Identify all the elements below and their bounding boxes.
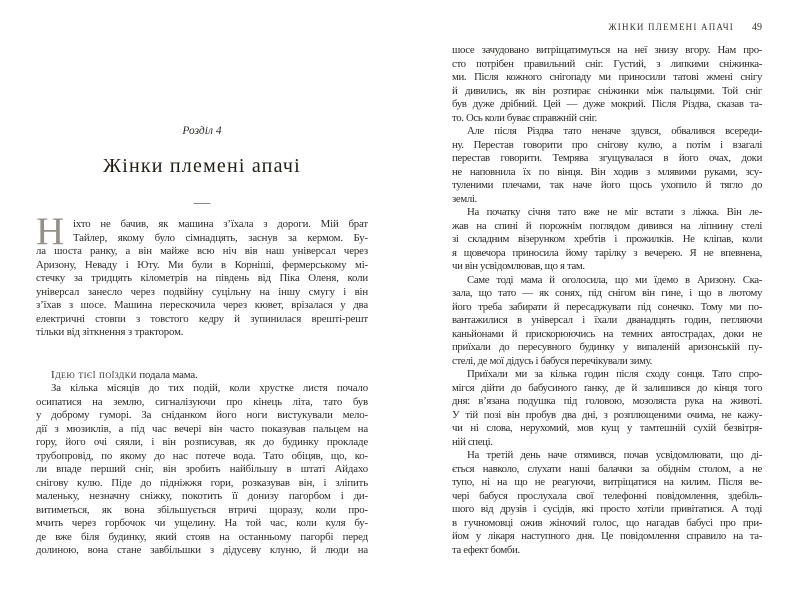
paragraph <box>36 210 368 340</box>
text-line: стечку за тридцять кілометрів на південь від Піка Оленя, коли <box>36 272 368 284</box>
text-line: ли впаде перший сніг, він зробить найбільшу в штаті Айдахо <box>36 463 368 475</box>
chapter-divider <box>194 203 211 204</box>
text-line: Саме тоді мама й оголосила, що ми їдемо в Аризону. Ска- <box>467 273 762 286</box>
chapter-title: Жінки племені апачі <box>103 155 301 177</box>
text-line: На початку січня тато вже не міг встати з ліжка. Він ле- <box>467 206 762 218</box>
running-head-title: ЖІНКИ ПЛЕМЕНІ АПАЧІ <box>608 22 734 32</box>
text-line: ла шоста ранку, а він майже всю ніч вів наш універсал через <box>36 245 368 257</box>
text-line: й дивились, як він розтирає сніжинки між пальцями. Той сніг <box>452 84 762 97</box>
text-line: приїхали до пересувного будинку у випаленій аризонській пу- <box>452 341 762 353</box>
text-line: ну. Перестав говорити про снігову кулю, а потім і взагалі <box>452 138 762 151</box>
text-line: зала, що тато — як сонях, під снігом він гине, і що в лютому <box>452 287 762 299</box>
text-line: гору, його очі сяяли, і він розписував, як до будинку прокладе <box>36 436 368 448</box>
text-line: універсал занесло через подвійну суцільну на іншу смугу і він <box>36 285 368 298</box>
text-line: ється навколо, слухати наші балачки за обіднім столом, а не <box>452 462 762 475</box>
text-line: долиною, вона стане завбільшки з дідусеву клуню, й люди на <box>36 544 368 556</box>
text-line: Тайлер, якому було сімнадцять, заснув за кермом. Бу- <box>73 231 368 244</box>
text-line: з’їхав з шосе. Машина перескочила через кювет, врізалася у два <box>36 299 368 311</box>
text-line: Аризону, Неваду і Юту. Ми були в Корніші, фермерському мі- <box>36 258 368 271</box>
text-line: перестав говорити. Темрява згущувалася в його очах, доки <box>452 152 762 164</box>
paragraph <box>452 206 762 274</box>
text-line: чи ні слова, нерухомий, мов кущ у тамтешній сухій безвітря- <box>452 422 762 434</box>
text-line: де вже біля будинку, який стояв на останньому пагорбі перед <box>36 530 368 543</box>
chapter-label: Розділ 4 <box>182 125 222 137</box>
text-line: іхто не бачив, як машина з’їхала з дороги. Мій брат <box>73 218 368 230</box>
text-line: дії з мюзиклів, а під час вечері він часто показував пальцем на <box>36 422 368 435</box>
text-line: у доброму гуморі. За сніданком його ноги вистукували мело- <box>36 409 368 421</box>
text-line: Ідею тієї поїздки подала мама. <box>51 368 198 381</box>
paragraph <box>452 449 762 557</box>
text-line: був дуже дрібний. Цей — дуже мокрий. Після Різдва, сказав та- <box>452 98 762 110</box>
text-line: За кілька місяців до тих подій, коли хрустке листя почало <box>51 382 368 394</box>
text-line: та ефект бомби. <box>452 543 520 556</box>
text-line: я щовечора приносила йому тарілку з вечерею. Я не впевнена, <box>452 246 762 259</box>
left-page-body <box>36 210 368 558</box>
text-line: осипатися на землю, сигналізуючи про кінець літа, тато був <box>36 395 368 408</box>
text-line: зі складним візерунком хребтів і прожилків. Не кліпав, коли <box>452 233 762 245</box>
paragraph <box>452 274 762 369</box>
text-line: шого від друзів і сусідів, які просто хотіли привітатися. А тоді <box>452 503 762 515</box>
text-line: ній спеці. <box>452 435 493 448</box>
text-line: На третій день наче отямився, почав усвідомлювати, що ді- <box>467 449 762 461</box>
text-line: трубопровід, по якому до нас потече вода. Тато обіцяв, що, ко- <box>36 449 368 462</box>
text-line: землі. <box>452 192 477 205</box>
text-line: сто потрібен правильний сніг. Густий, з липкими сніжинка- <box>452 57 762 70</box>
text-line: каньйонами й прискорюючись на темних автострадах, доки не <box>452 327 762 340</box>
text-line: стелі, де мої дідусь і бабуся перечікували зиму. <box>452 354 652 367</box>
text-line: дня: в’язана подушка під головою, мозоляста рука на животі. <box>452 395 762 407</box>
text-line: йом у лікаря наступного дня. Це повідомлення справило на та- <box>452 530 762 542</box>
text-line: Але після Різдва тато неначе здувся, обвалився всереди- <box>467 125 762 137</box>
text-line: снігову кулю. Піде до підніжжя гори, розказував він, і зліпить <box>36 476 368 489</box>
text-line: в гучномовці ожив жіночий голос, що нагадав бабусі про при- <box>452 516 762 529</box>
text-line: мігся дійти до бабусиного ґанку, де й залишився до кінця того <box>452 381 762 394</box>
text-line: то. Ось коли буває справжній сніг. <box>452 111 597 124</box>
smallcaps-lead: Ідею тієї поїздки <box>51 368 137 381</box>
text-line: туленими плечами, так наче його щось ухопило й тягло до <box>452 179 762 191</box>
paragraph <box>36 382 368 558</box>
text-line: У тій позі він пробув два дні, з розплющеними очима, не кажу- <box>452 408 762 421</box>
page-number: 49 <box>752 22 762 33</box>
text-line: витиметься, як вона збільшується втричі щоразу, коли про- <box>36 503 368 516</box>
text-line: його треба забирати й пересаджувати під сонечко. Тому ми по- <box>452 300 762 313</box>
text-line: тільки від зіткнення з трактором. <box>36 326 184 338</box>
text-line: жав на спині й порожнім поглядом дивився на ліпнину стелі <box>452 219 762 232</box>
text-line: Приїхали ми за кілька годин після сходу сонця. Тато спро- <box>467 368 762 380</box>
text-line: не наповнила їх по вінця. Він ходив з млявими руками, зсу- <box>452 165 762 178</box>
paragraph <box>452 44 762 125</box>
text-line: мчить через горбочок чи ущелину. На той час, коли куля бу- <box>36 517 368 529</box>
text-line: ми. Після кожного снігопаду ми приносили татові жмені снігу <box>452 71 762 83</box>
text-line: вантажилися в універсал і їхали дванадцять годин, петляючи <box>452 314 762 326</box>
text-line: чері бабуся прослухала свої телефонні повідомлення, здебіль- <box>452 489 762 502</box>
text-line: тупо, ні на що не реагуючи, витріщатися на килим. Після ве- <box>452 476 762 488</box>
right-page-body <box>452 44 762 557</box>
running-head <box>452 22 762 33</box>
paragraph <box>36 369 368 383</box>
left-page <box>36 0 368 600</box>
text-line: чи він усвідомлював, що я там. <box>452 260 585 272</box>
text-line: шосе зачудовано витріщатимуться на неї знизу вгору. Нам про- <box>452 44 762 56</box>
paragraph <box>452 368 762 449</box>
drop-cap: Н <box>36 210 65 253</box>
text-line: маленьку, незначну сніжку, покотить її донизу пагорбом і ди- <box>36 490 368 502</box>
text-line: електричні стовпи з товстого кедру й зупинилася врешті-решт <box>36 312 368 325</box>
paragraph <box>452 125 762 206</box>
